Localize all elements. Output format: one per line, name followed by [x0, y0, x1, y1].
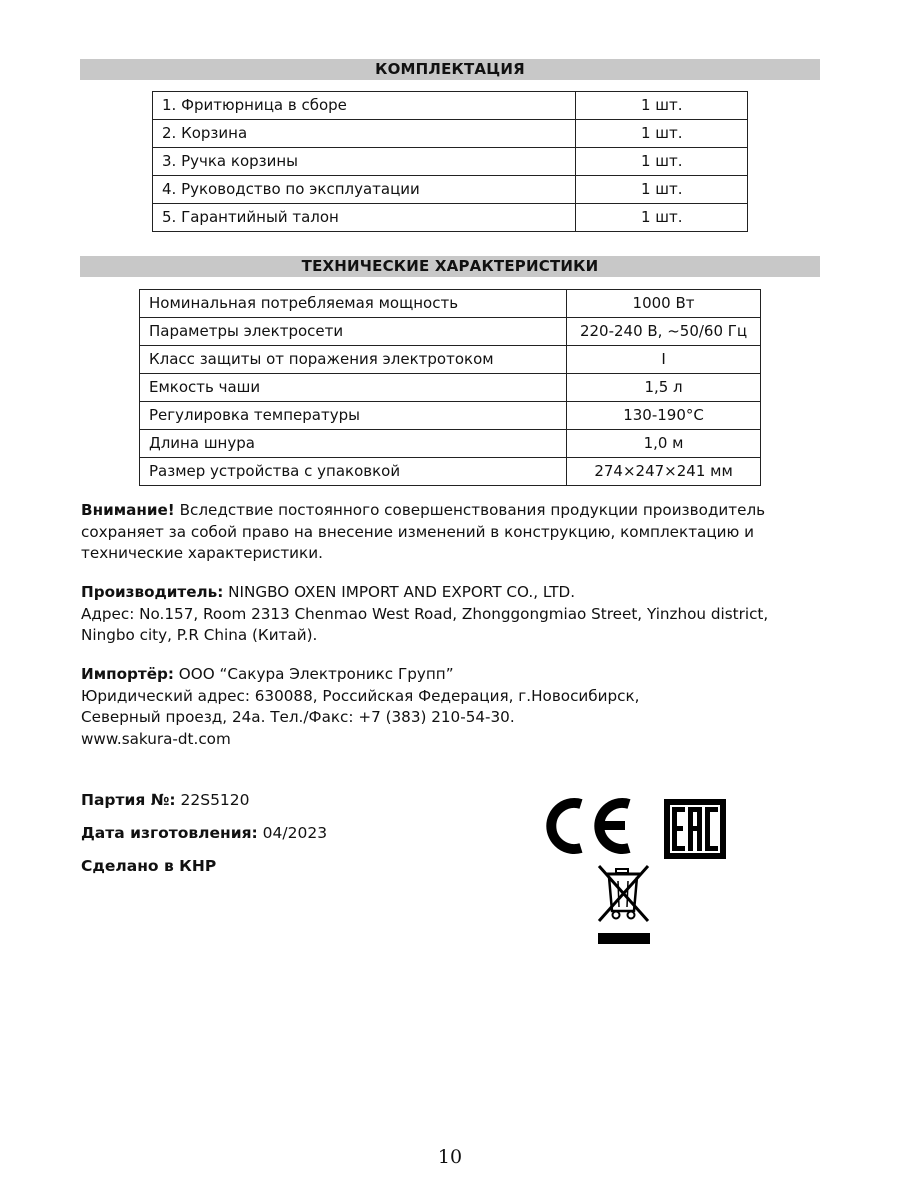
contents-qty: 1 шт. [576, 92, 748, 120]
specs-section-title: ТЕХНИЧЕСКИЕ ХАРАКТЕРИСТИКИ [80, 256, 820, 277]
ce-mark-icon [543, 795, 635, 857]
manufacturer-name: NINGBO OXEN IMPORT AND EXPORT CO., LTD. [223, 583, 576, 601]
spec-value: 130-190°С [567, 402, 761, 430]
spec-param: Регулировка температуры [140, 402, 567, 430]
spec-value: 1,5 л [567, 374, 761, 402]
notice-text: Вследствие постоянного совершенствования продукции производитель [174, 501, 766, 519]
notice-label: Внимание! [81, 501, 175, 519]
contents-item: 2. Корзина [153, 120, 576, 148]
table-row [153, 120, 748, 148]
importer-website: www.sakura-dt.com [81, 729, 231, 748]
spec-param: Номинальная потребляемая мощность [140, 290, 567, 318]
contents-section-title: КОМПЛЕКТАЦИЯ [80, 59, 820, 80]
weee-bin-icon [596, 863, 654, 947]
origin-line: Сделано в КНР [81, 857, 217, 875]
date-value: 04/2023 [257, 824, 328, 842]
importer-label: Импортёр: [81, 665, 174, 683]
notice-paragraph [81, 500, 821, 565]
date-line [81, 824, 327, 842]
contents-qty: 1 шт. [576, 176, 748, 204]
spec-value: I [567, 346, 761, 374]
contents-item: 5. Гарантийный талон [153, 204, 576, 232]
manufacturer-address: Ningbo city, P.R China (Китай). [81, 626, 318, 644]
contents-qty: 1 шт. [576, 120, 748, 148]
batch-label: Партия №: [81, 791, 176, 809]
contents-item: 3. Ручка корзины [153, 148, 576, 176]
table-row [140, 318, 761, 346]
spec-value: 274×247×241 мм [567, 458, 761, 486]
table-row [140, 402, 761, 430]
table-row [140, 374, 761, 402]
spec-value: 220-240 В, ~50/60 Гц [567, 318, 761, 346]
batch-value: 22S5120 [175, 791, 250, 809]
manufacturer-paragraph [81, 582, 821, 647]
table-row [153, 204, 748, 232]
batch-line [81, 791, 250, 809]
notice-text: технические характеристики. [81, 544, 323, 562]
eac-mark-icon [664, 799, 726, 859]
contents-item: 4. Руководство по эксплуатации [153, 176, 576, 204]
manufacturer-address: Адрес: No.157, Room 2313 Chenmao West Road, Zhonggongmiao Street, Yinzhou district, [81, 604, 769, 623]
specs-table [139, 289, 761, 486]
contents-item: 1. Фритюрница в сборе [153, 92, 576, 120]
importer-address: Юридический адрес: 630088, Российская Федерация, г.Новосибирск, [81, 686, 640, 705]
table-row [153, 176, 748, 204]
table-row [140, 458, 761, 486]
spec-param: Емкость чаши [140, 374, 567, 402]
page-number: 10 [437, 1146, 463, 1168]
spec-param: Размер устройства с упаковкой [140, 458, 567, 486]
spec-value: 1,0 м [567, 430, 761, 458]
spec-param: Класс защиты от поражения электротоком [140, 346, 567, 374]
importer-address: Северный проезд, 24а. Тел./Факс: +7 (383) 210-54-30. [81, 708, 515, 726]
manufacturer-label: Производитель: [81, 583, 224, 601]
importer-paragraph [81, 664, 821, 750]
table-row [140, 430, 761, 458]
importer-name: ООО “Сакура Электроникс Групп” [173, 665, 454, 683]
contents-qty: 1 шт. [576, 148, 748, 176]
contents-table [152, 91, 748, 232]
spec-param: Параметры электросети [140, 318, 567, 346]
notice-text: сохраняет за собой право на внесение изменений в конструкцию, комплектацию и [81, 522, 755, 541]
table-row [153, 148, 748, 176]
table-row [140, 346, 761, 374]
spec-value: 1000 Вт [567, 290, 761, 318]
spec-param: Длина шнура [140, 430, 567, 458]
contents-qty: 1 шт. [576, 204, 748, 232]
date-label: Дата изготовления: [81, 824, 258, 842]
table-row [140, 290, 761, 318]
table-row [153, 92, 748, 120]
